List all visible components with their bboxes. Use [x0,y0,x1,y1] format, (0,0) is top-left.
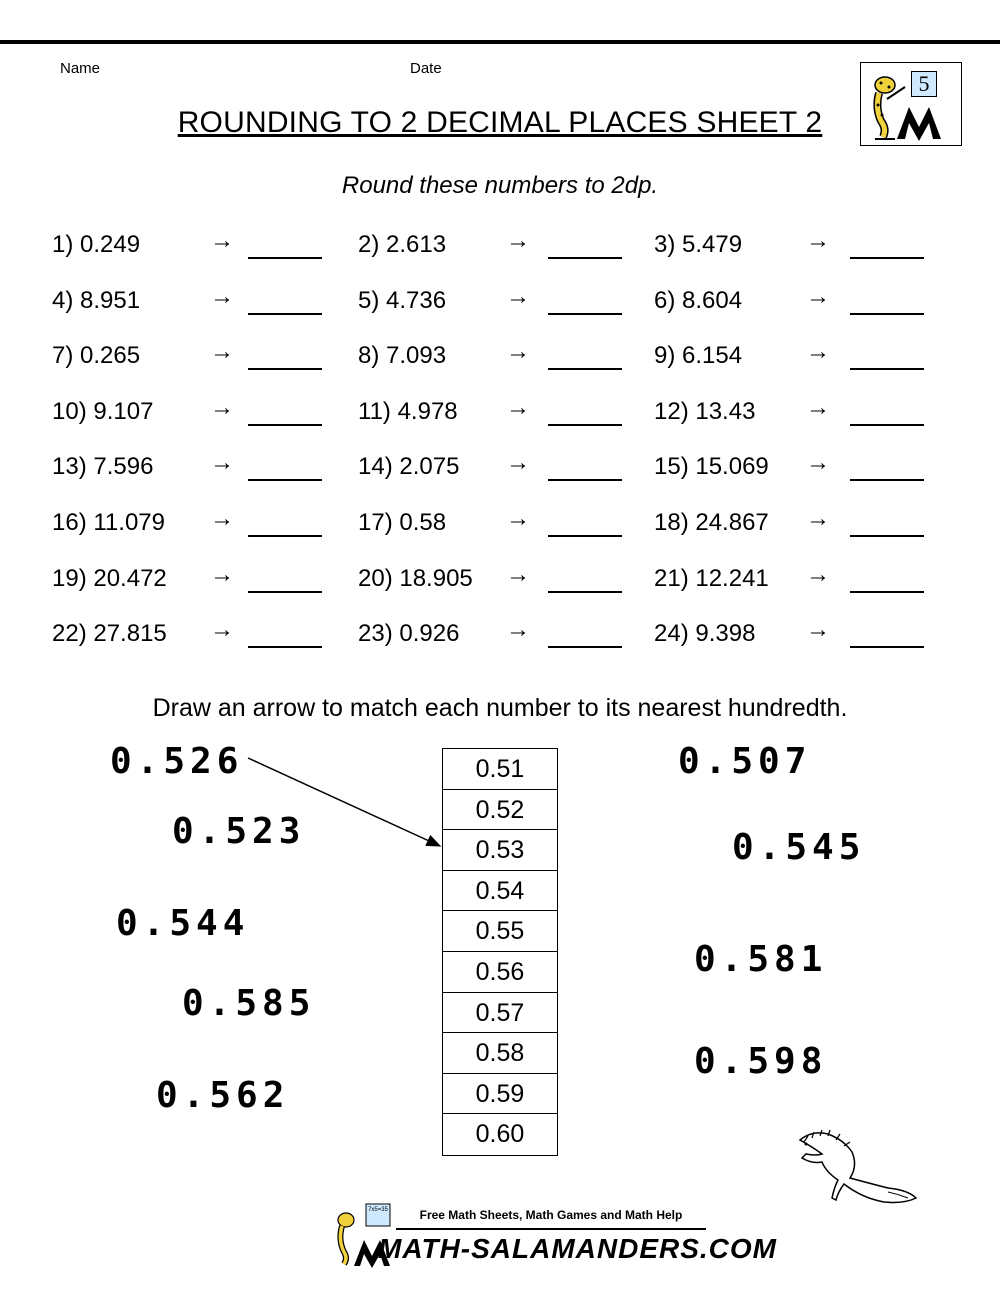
instructions: Round these numbers to 2dp. [341,172,659,199]
problem-text: 24) 9.398 [654,620,756,648]
problem-text: 19) 20.472 [52,564,167,592]
footer-tagline: Free Math Sheets, Math Games and Math Help [419,1208,683,1222]
problem-text: 3) 5.479 [654,231,743,258]
problem-text: 1) 0.249 [52,231,141,258]
problem-text: 7) 0.265 [52,342,141,370]
arrow-right-icon: → [806,227,830,254]
hundredth-cell: 0.56 [443,952,557,993]
arrow-right-icon: → [210,227,234,254]
hundredth-cell: 0.58 [443,1033,557,1074]
left-number: 0.562 [156,1075,290,1116]
arrow-right-icon: → [506,338,530,366]
left-number: 0.585 [182,983,316,1024]
problem-text: 20) 18.905 [358,564,473,592]
problem-text: 4) 8.951 [52,286,141,314]
problem-text: 6) 8.604 [654,286,743,314]
problem-text: 11) 4.978 [358,397,458,425]
grade-badge: 5 [911,71,937,97]
arrow-right-icon: → [806,449,830,477]
left-number: 0.526 [110,741,244,782]
arrow-right-icon: → [210,338,234,366]
arrow-right-icon: → [210,505,234,532]
arrow-right-icon: → [806,505,830,532]
problem-text: 9) 6.154 [654,342,743,370]
hundredth-cell: 0.59 [443,1074,557,1115]
problem-text: 16) 11.079 [52,509,165,536]
arrow-right-icon: → [506,449,530,477]
arrow-right-icon: → [806,338,830,366]
hundredth-cell: 0.53 [443,830,557,871]
left-number: 0.544 [116,903,250,944]
problem-text: 10) 9.107 [52,397,154,425]
problem-text: 17) 0.58 [358,509,447,536]
arrow-right-icon: → [506,227,530,254]
problem-text: 14) 2.075 [358,453,460,481]
hundredth-cell: 0.54 [443,871,557,912]
footer-site: MATH-SALAMANDERS.COM [378,1233,777,1264]
footer-rule [396,1228,706,1230]
arrow-right-icon: → [210,560,234,588]
date-label: Date [410,60,442,77]
arrow-right-icon: → [210,282,234,310]
right-number: 0.581 [694,939,828,980]
arrow-right-icon: → [506,393,530,421]
problem-text: 21) 12.241 [654,564,769,592]
page-title: ROUNDING TO 2 DECIMAL PLACES SHEET 2 [177,106,823,139]
arrow-right-icon: → [210,449,234,477]
right-number: 0.507 [678,741,812,782]
left-number: 0.523 [172,811,306,852]
problem-text: 5) 4.736 [358,286,447,314]
hundredth-cell: 0.51 [443,749,557,790]
hundredth-cell: 0.52 [443,790,557,831]
problem-text: 15) 15.069 [654,453,769,481]
arrow-right-icon: → [210,616,234,644]
problem-text: 8) 7.093 [358,342,447,370]
hundredth-cell: 0.60 [475,1120,525,1149]
arrow-right-icon: → [506,505,530,532]
problem-text: 23) 0.926 [358,620,460,648]
name-label: Name [60,60,101,77]
problem-text: 12) 13.43 [654,397,756,425]
problem-text: 18) 24.867 [654,509,769,536]
arrow-right-icon: → [506,560,530,588]
arrow-right-icon: → [806,393,830,421]
right-number: 0.598 [694,1041,828,1082]
problem-text: 13) 7.596 [52,453,154,481]
arrow-right-icon: → [506,282,530,310]
arrow-right-icon: → [806,560,830,588]
problem-text: 22) 27.815 [52,620,167,648]
right-number: 0.545 [732,827,866,868]
footer-logo-badge: 7x5=35 [368,1207,388,1213]
hundredth-cell: 0.55 [443,911,557,952]
arrow-right-icon: → [210,393,234,421]
arrow-right-icon: → [806,616,830,644]
salamander-drawing-icon [792,1122,922,1212]
arrow-right-icon: → [806,282,830,310]
hundredth-cell: 0.57 [443,993,557,1034]
problem-text: 2) 2.613 [358,231,447,258]
match-instructions: Draw an arrow to match each number to its nearest hundredth. [152,694,848,722]
arrow-right-icon: → [506,616,530,644]
